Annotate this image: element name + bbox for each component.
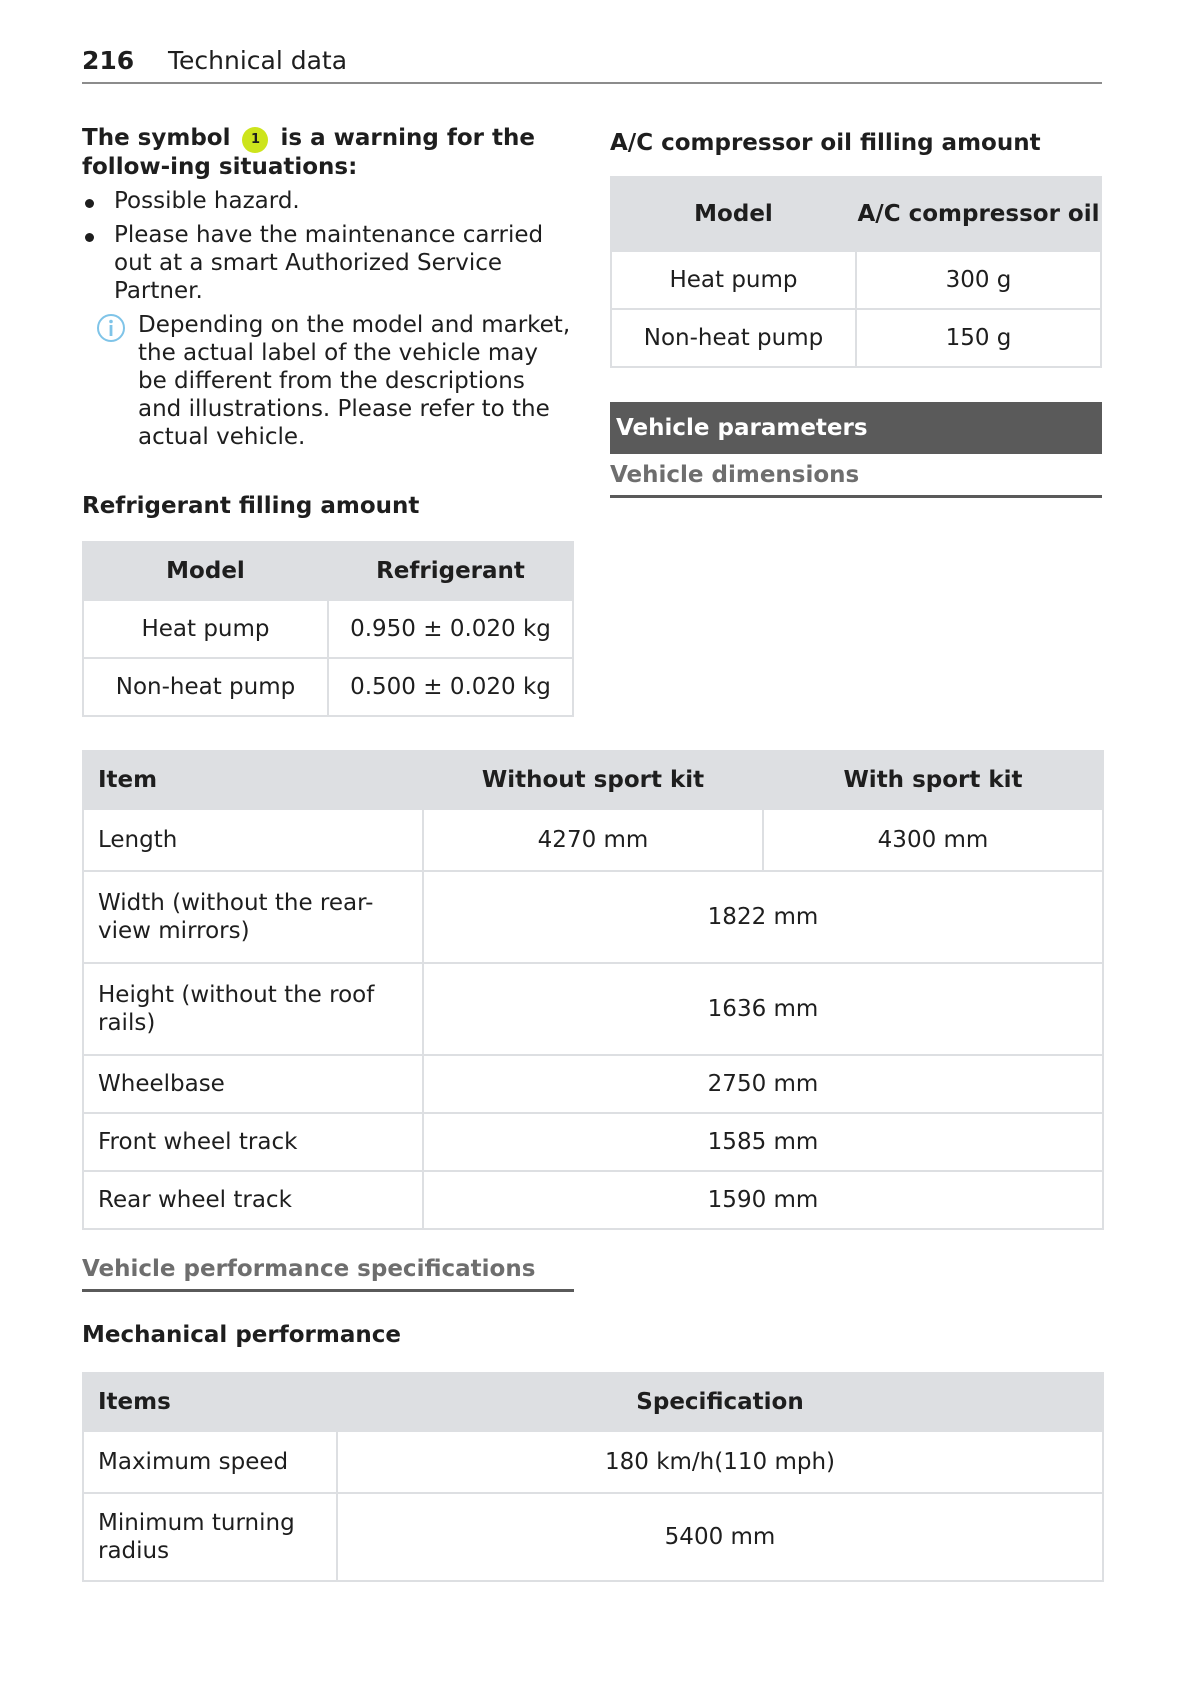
table-header-row	[83, 542, 573, 600]
table-row	[611, 251, 1101, 309]
list-item	[82, 187, 574, 215]
column-header: With sport kit	[763, 751, 1103, 809]
table-cell: 5400 mm	[337, 1493, 1103, 1581]
row-label: Wheelbase	[83, 1055, 423, 1113]
table-row	[83, 1171, 1103, 1229]
row-label: Front wheel track	[83, 1113, 423, 1171]
row-label: Width (without the rear-view mirrors)	[83, 871, 423, 963]
column-header: Item	[83, 751, 423, 809]
table-cell: 1636 mm	[423, 963, 1103, 1055]
subsection-title: Vehicle dimensions	[610, 458, 1102, 498]
section-title-bar: Vehicle parameters	[610, 402, 1102, 454]
table-row	[83, 658, 573, 716]
table-cell: Heat pump	[611, 251, 856, 309]
table-row	[83, 809, 1103, 871]
info-note	[82, 311, 574, 451]
table-cell: 1590 mm	[423, 1171, 1103, 1229]
column-header: A/C compressor oil	[856, 177, 1101, 251]
warning-number-badge-icon: 1	[242, 127, 268, 153]
row-label: Maximum speed	[83, 1431, 337, 1493]
table-row	[83, 600, 573, 658]
table-header-row	[83, 1373, 1103, 1431]
left-column	[82, 124, 574, 717]
row-label: Minimum turning radius	[83, 1493, 337, 1581]
table-cell: Heat pump	[83, 600, 328, 658]
warning-heading-start: The symbol	[82, 125, 231, 151]
table-header-row	[611, 177, 1101, 251]
info-icon	[96, 313, 126, 343]
list-item	[82, 221, 574, 305]
table-cell: 0.950 ± 0.020 kg	[328, 600, 573, 658]
page-header	[82, 46, 1102, 84]
table-row	[611, 309, 1101, 367]
table-cell: 4300 mm	[763, 809, 1103, 871]
warning-heading	[82, 124, 574, 181]
performance-table	[82, 1372, 1104, 1582]
table-row	[83, 1431, 1103, 1493]
right-column	[610, 130, 1102, 498]
list-item-text: Please have the maintenance carried out at a smart Authorized Service Partner.	[114, 222, 544, 304]
page-number: 216	[82, 46, 135, 75]
table-row	[83, 1055, 1103, 1113]
table-cell: Non-heat pump	[611, 309, 856, 367]
table-cell: 0.500 ± 0.020 kg	[328, 658, 573, 716]
column-header: Model	[611, 177, 856, 251]
table-row	[83, 871, 1103, 963]
warning-heading-end: is a warning for the follow-ing situations:	[82, 125, 535, 180]
table-cell: 150 g	[856, 309, 1101, 367]
list-item-text: Possible hazard.	[114, 188, 300, 214]
info-note-text: Depending on the model and market, the actual label of the vehicle may be different from the descriptions and illustrations. Please refer to the actual vehicle.	[138, 312, 571, 450]
column-header: Without sport kit	[423, 751, 763, 809]
table-cell: Non-heat pump	[83, 658, 328, 716]
compressor-oil-heading: A/C compressor oil filling amount	[610, 130, 1041, 156]
table-cell: 300 g	[856, 251, 1101, 309]
table-header-row	[83, 751, 1103, 809]
column-header: Specification	[337, 1373, 1103, 1431]
table-row	[83, 1493, 1103, 1581]
bullet-dot-icon	[85, 199, 94, 208]
table-row	[83, 1113, 1103, 1171]
page-title: Technical data	[168, 46, 348, 75]
table-cell: 180 km/h(110 mph)	[337, 1431, 1103, 1493]
column-header: Items	[83, 1373, 337, 1431]
mechanical-performance-heading: Mechanical performance	[82, 1322, 401, 1348]
table-cell: 2750 mm	[423, 1055, 1103, 1113]
dimensions-table	[82, 750, 1104, 1230]
row-label: Height (without the roof rails)	[83, 963, 423, 1055]
table-cell: 1585 mm	[423, 1113, 1103, 1171]
refrigerant-table	[82, 541, 574, 717]
performance-subsection-title: Vehicle performance specifications	[82, 1252, 574, 1292]
column-header: Refrigerant	[328, 542, 573, 600]
compressor-oil-table	[610, 176, 1102, 368]
bullet-dot-icon	[85, 233, 94, 242]
warning-list	[82, 187, 574, 305]
table-cell: 1822 mm	[423, 871, 1103, 963]
row-label: Length	[83, 809, 423, 871]
row-label: Rear wheel track	[83, 1171, 423, 1229]
table-cell: 4270 mm	[423, 809, 763, 871]
column-header: Model	[83, 542, 328, 600]
table-row	[83, 963, 1103, 1055]
refrigerant-heading: Refrigerant filling amount	[82, 493, 420, 519]
